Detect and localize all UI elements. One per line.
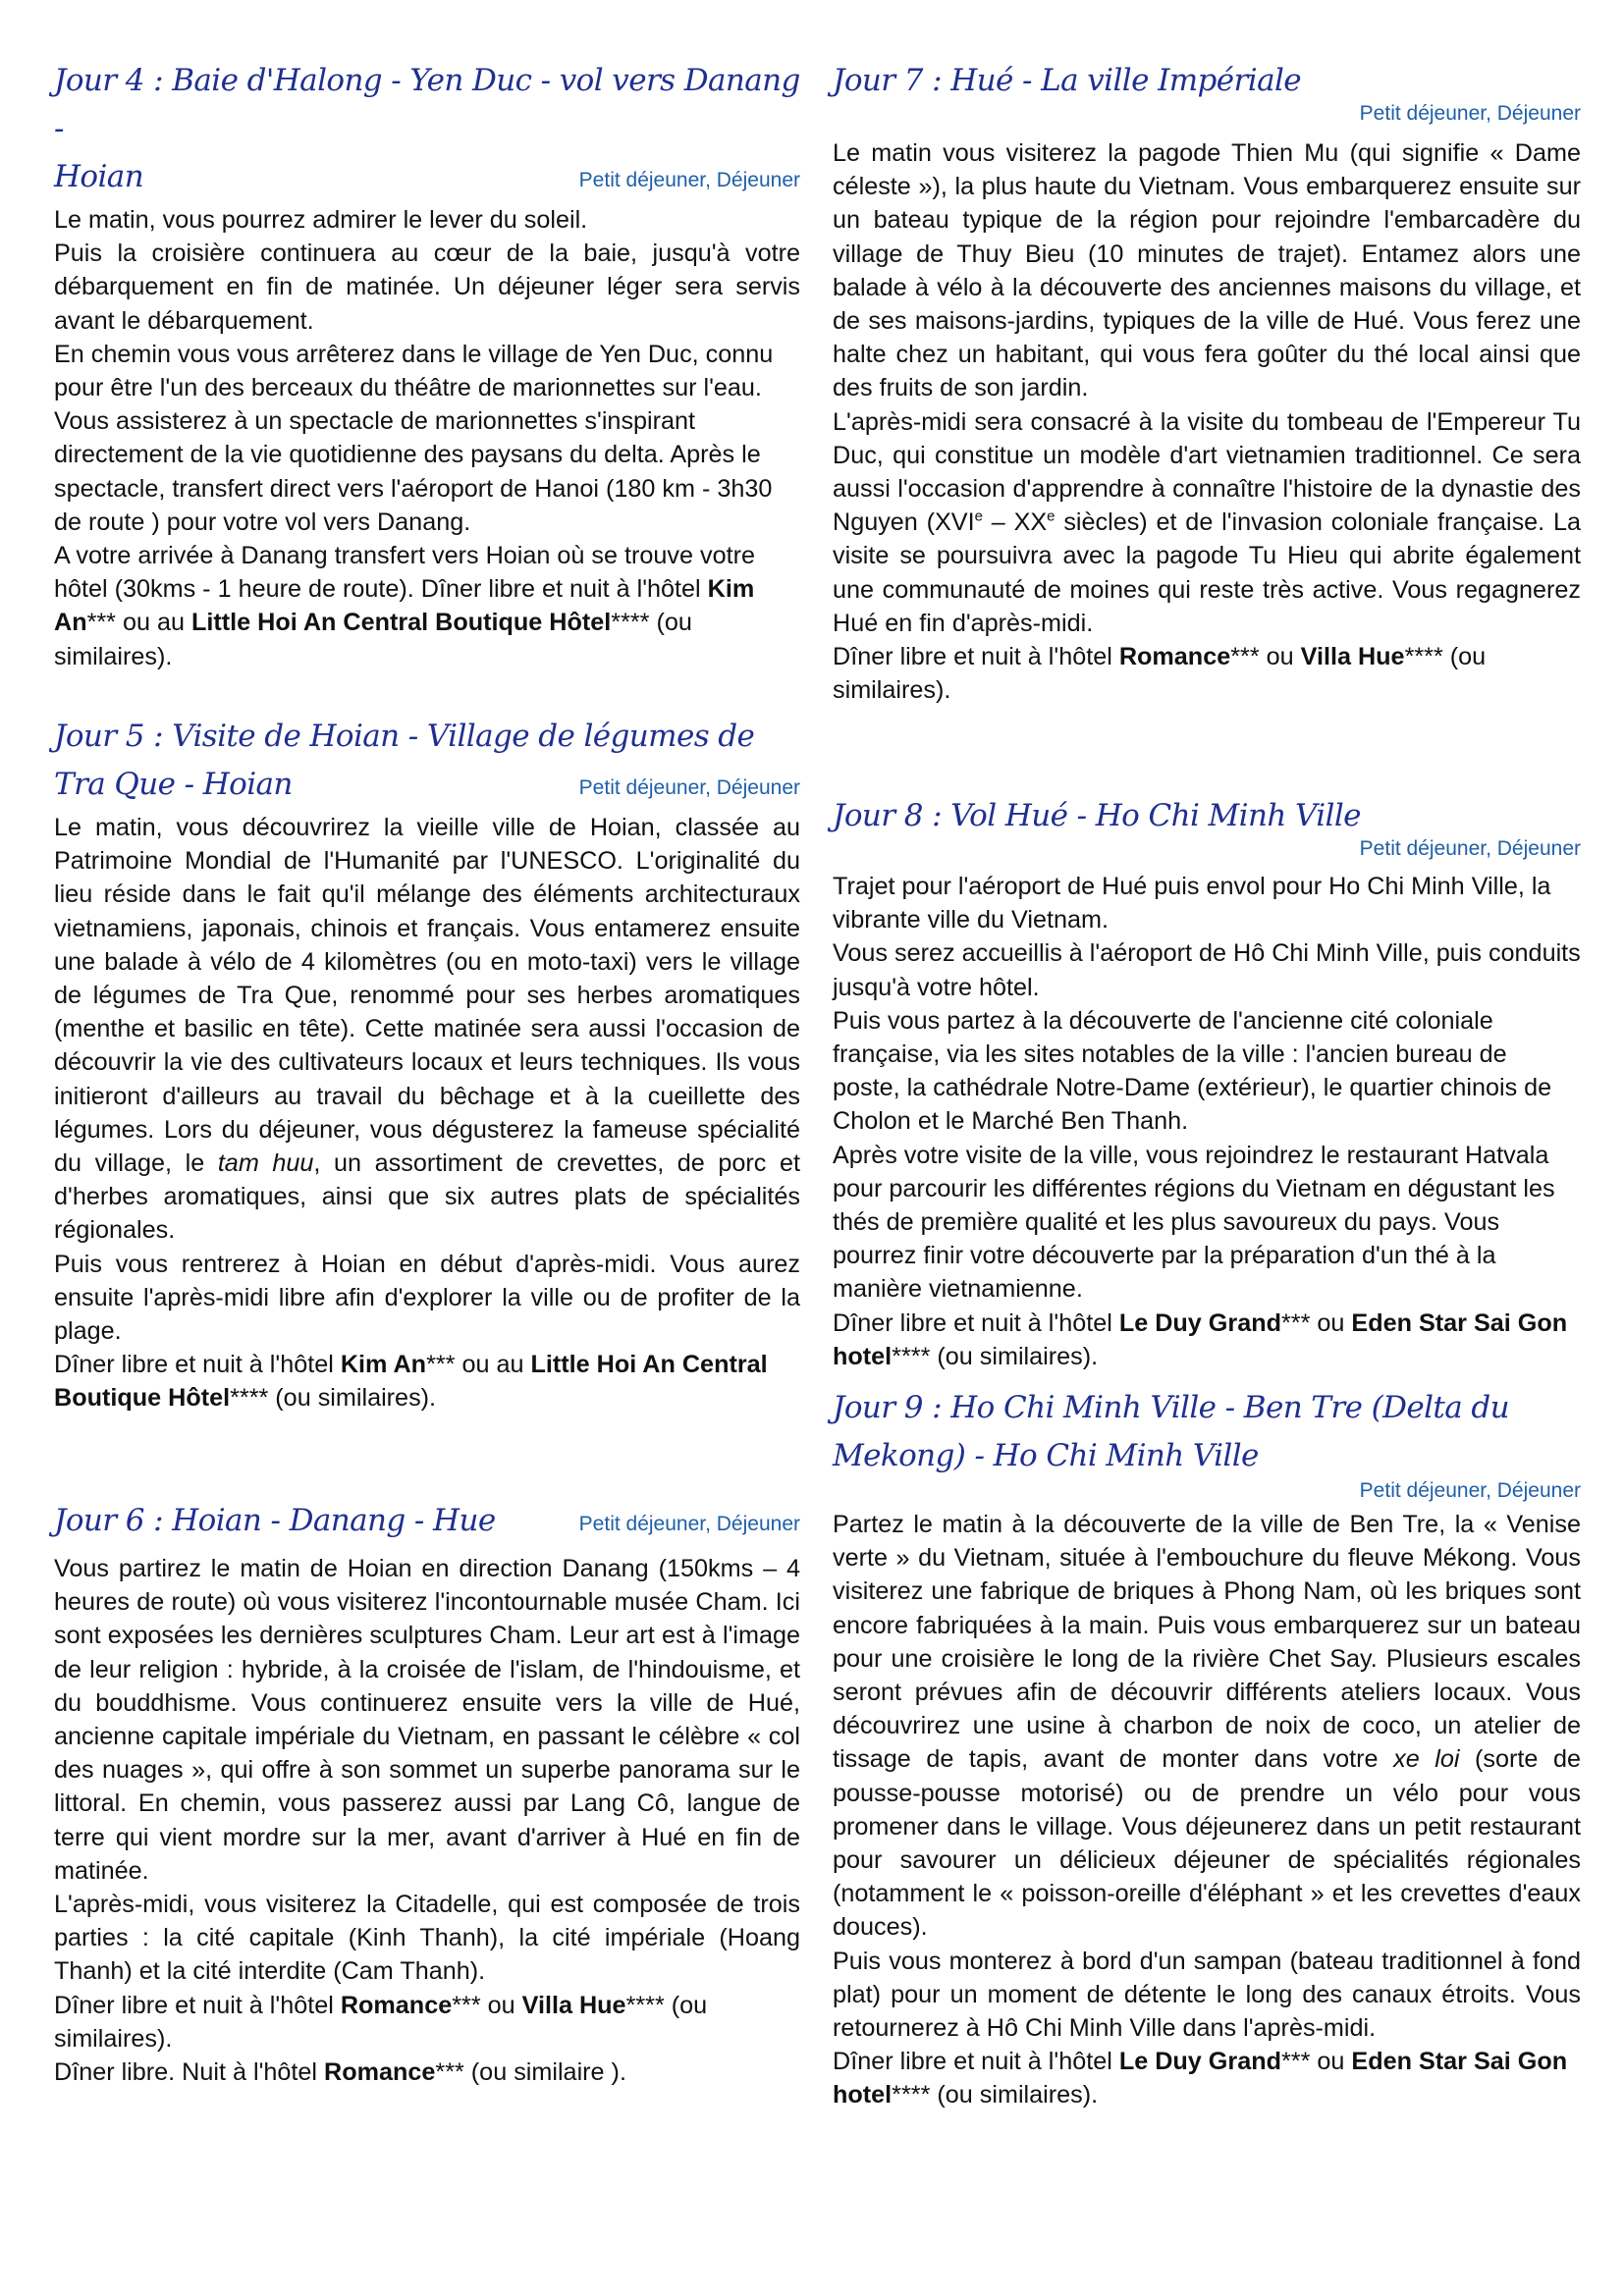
day-4-title xyxy=(54,57,800,153)
text-run: **** (ou similaires). xyxy=(892,2081,1099,2109)
text-run: (sorte de pousse-pousse motorisé) ou de prendre un vélo pour vous promener dans le village. Vous déjeunerez dans un petit restaurant pour savourer un délicieux déjeuner de spécialités régionales (notamment le « poisson-oreille d'éléphant » et les crevettes d'eaux douces). xyxy=(833,1745,1581,1942)
day-7-paragraph xyxy=(833,405,1581,640)
text-run: **** (ou similaires). xyxy=(54,609,692,670)
hotel-name: Romance xyxy=(324,2058,436,2087)
hotel-name: Eden Star Sai Gon hotel xyxy=(833,2048,1568,2109)
day-6-meals: Petit déjeuner, Déjeuner xyxy=(578,1513,800,1535)
day-5-section xyxy=(54,713,800,1415)
text-run: Partez le matin à la découverte de la ville de Ben Tre, la « Venise verte » du Vietnam, située à l'embouchure du fleuve Mékong. Vous visiterez une fabrique de briques à Phong Nam, où les briques sont encore fabriquées à la main. Puis vous embarquerez sur un bateau pour une croisière le long de la rivière Chet Say. Plusieurs escales seront prévues afin de découvrir différents ateliers locaux. Vous découvrirez une usine à charbon de noix de coco, un atelier de tissage de tapis, avant de monter dans votre xyxy=(833,1511,1581,1774)
day-5-title-line1: Jour 5 : Visite de Hoian - Village de légumes de xyxy=(54,719,755,754)
day-7-title: Jour 7 : Hué - La ville Impériale xyxy=(833,63,1302,98)
day-5-paragraph xyxy=(54,1348,800,1415)
text-run: Dîner libre et nuit à l'hôtel xyxy=(833,1308,1119,1337)
text-run: **** (ou similaires). xyxy=(54,1991,708,2053)
day-6-paragraph xyxy=(54,2056,800,2089)
day-4-paragraph: Le matin, vous pourrez admirer le lever du soleil. xyxy=(54,206,588,234)
day-8-paragraph: Puis vous partez à la découverte de l'ancienne cité coloniale française, via les sites notables de la ville : l'ancien bureau de poste, la cathédrale Notre-Dame (extérieur), le quartier chinois de Cholon et le Marché Ben Thanh. xyxy=(833,1006,1552,1136)
hotel-name: Romance xyxy=(1118,643,1231,671)
day-9-title-line1: Jour 9 : Ho Chi Minh Ville - Ben Tre (Delta du xyxy=(833,1390,1510,1425)
text-run: siècles) et de l'invasion coloniale française. La visite se poursuivra avec la pagode Tu Hieu qui abrite également une communauté de moines qui reste très active. Vous regagnerez Hué en fin d'après-midi. xyxy=(833,508,1581,637)
hotel-name: Le Duy Grand xyxy=(1118,1308,1281,1337)
day-4-paragraph xyxy=(54,539,800,673)
text-run: *** ou au xyxy=(86,609,192,637)
text-run: *** ou xyxy=(1280,1308,1352,1337)
text-run: Le matin, vous découvrirez la vieille ville de Hoian, classée au Patrimoine Mondial de l'Humanité par l'UNESCO. L'originalité du lieu réside dans le fait qu'il mélange des éléments architecturaux vietnamiens, japonais, chinois et français. Vous entamerez ensuite une balade à vélo de 4 kilomètres (ou en moto-taxi) vers le village de légumes de Tra Que, renommé pour ses herbes aromatiques (menthe et basilic en tête). Cette matinée sera aussi l'occasion de découvrir la vie des cultivateurs locaux et leurs techniques. Ils vous initieront d'ailleurs au travail du bêchage et à la cueillette des légumes. Lors du déjeuner, vous dégusterez la fameuse spécialité du village, le xyxy=(54,814,800,1178)
day-6-title: Jour 6 : Hoian - Danang - Hue xyxy=(54,1503,496,1538)
day-4-section xyxy=(54,57,800,673)
day-4-title-line2: Hoian xyxy=(54,159,144,194)
day-6-body xyxy=(54,1552,800,2089)
day-4-title-line1: Jour 4 : Baie d'Halong - Yen Duc - vol vers Danang - xyxy=(54,63,800,146)
text-run: Dîner libre et nuit à l'hôtel xyxy=(833,2048,1119,2076)
day-9-paragraph: Puis vous monterez à bord d'un sampan (bateau traditionnel à fond plat) pour un moment de détente le long des canaux étroits. Vous retournerez à Hô Chi Minh Ville dans l'après-midi. xyxy=(833,1947,1581,2043)
day-6-paragraph: Vous partirez le matin de Hoian en direction Danang (150kms – 4 heures de route) où vous visiterez l'incontournable musée Cham. Ici sont exposées les dernières sculptures Cham. Leur art est à l'image de leur religion : hybride, à la croisée de l'islam, de l'hindouisme, et du bouddhisme. Vous continuerez ensuite vers la ville de Hué, ancienne capitale impériale du Vietnam, en passant le célèbre « col des nuages », qui offre à son sommet un superbe panorama sur le littoral. En chemin, vous passerez aussi par Lang Cô, langue de terre qui vient mordre sur la mer, avant d'arriver à Hué en fin de matinée. xyxy=(54,1555,800,1885)
text-run: *** ou xyxy=(1230,643,1301,671)
hotel-name: Villa Hue xyxy=(521,1991,626,2019)
text-run: A votre arrivée à Danang transfert vers Hoian où se trouve votre hôtel (30kms - 1 heure de route). Dîner libre et nuit à l'hôtel xyxy=(54,542,756,604)
dish-name: tam huu xyxy=(217,1149,314,1178)
hotel-name: Little Hoi An Central Boutique Hôtel xyxy=(54,1351,768,1413)
text-run: , un assortiment de crevettes, de porc et d'herbes aromatiques, ainsi que six autres plats de spécialités régionales. xyxy=(54,1149,800,1245)
day-8-paragraph xyxy=(833,1307,1581,1373)
day-4-paragraph: En chemin vous vous arrêterez dans le village de Yen Duc, connu pour être l'un des berceaux du théâtre de marionnettes sur l'eau. Vous assisterez à un spectacle de marionnettes s'inspirant directement de la vie quotidienne des paysans du delta. Après le spectacle, transfert direct vers l'aéroport de Hanoi (180 km - 3h30 de route ) pour votre vol vers Danang. xyxy=(54,340,774,536)
text-run: L'après-midi sera consacré à la visite du tombeau de l'Empereur Tu Duc, qui constitue un modèle d'art vietnamien traditionnel. Ce sera aussi l'occasion d'apprendre à connaître l'histoire de la dynastie des Nguyen (XVI xyxy=(833,407,1581,537)
day-7-paragraph xyxy=(833,640,1581,707)
day-5-paragraph xyxy=(54,811,800,1248)
hotel-name: Villa Hue xyxy=(1300,643,1405,671)
superscript: e xyxy=(1047,507,1056,525)
day-6-section xyxy=(54,1497,800,2089)
text-run: **** (ou similaires). xyxy=(833,643,1487,705)
day-9-paragraph xyxy=(833,2045,1581,2111)
day-8-meals: Petit déjeuner, Déjeuner xyxy=(1359,837,1581,860)
day-5-body xyxy=(54,811,800,1415)
hotel-name: Kim An xyxy=(54,575,755,637)
text-run: Dîner libre et nuit à l'hôtel xyxy=(833,643,1119,671)
text-run: **** (ou similaires). xyxy=(230,1384,437,1413)
hotel-name: Kim An xyxy=(340,1351,427,1379)
day-9-meals: Petit déjeuner, Déjeuner xyxy=(1359,1479,1581,1502)
day-9-paragraph xyxy=(833,1508,1581,1945)
text-run: Dîner libre et nuit à l'hôtel xyxy=(54,1351,341,1379)
day-9-section xyxy=(833,1384,1581,2112)
day-6-paragraph xyxy=(54,1989,800,2056)
day-4-body xyxy=(54,203,800,673)
day-5-title-line2: Tra Que - Hoian xyxy=(54,767,293,802)
hotel-name: Little Hoi An Central Boutique Hôtel xyxy=(191,609,612,637)
text-run: *** ou xyxy=(1280,2048,1352,2076)
text-run: *** ou xyxy=(452,1991,522,2019)
day-6-paragraph: L'après-midi, vous visiterez la Citadelle, qui est composée de trois parties : la cité capitale (Kinh Thanh), la cité impériale (Hoang Thanh) et la cité interdite (Cam Thanh). xyxy=(54,1891,800,1986)
day-9-body xyxy=(833,1508,1581,2112)
day-8-paragraph: Après votre visite de la ville, vous rejoindrez le restaurant Hatvala pour parcourir les différentes régions du Vietnam en dégustant les thés de première qualité et les plus savoureux du pays. Vous pourrez finir votre découverte par la préparation d'un thé à la manière vietnamienne. xyxy=(833,1141,1555,1304)
day-8-body xyxy=(833,870,1581,1373)
text-run: **** (ou similaires). xyxy=(892,1342,1099,1370)
day-7-body xyxy=(833,136,1581,707)
text-run: *** (ou similaire ). xyxy=(435,2058,626,2087)
day-8-section xyxy=(833,792,1581,1373)
day-8-paragraph: Trajet pour l'aéroport de Hué puis envol pour Ho Chi Minh Ville, la vibrante ville du Vietnam. xyxy=(833,873,1551,934)
superscript: e xyxy=(974,507,983,525)
hotel-name: Le Duy Grand xyxy=(1118,2048,1281,2076)
day-5-meals: Petit déjeuner, Déjeuner xyxy=(578,776,800,799)
hotel-name: Eden Star Sai Gon hotel xyxy=(833,1308,1568,1370)
text-run: Dîner libre. Nuit à l'hôtel xyxy=(54,2058,324,2087)
day-7-meals: Petit déjeuner, Déjeuner xyxy=(1359,102,1581,125)
day-8-title: Jour 8 : Vol Hué - Ho Chi Minh Ville xyxy=(833,798,1361,833)
day-4-meals: Petit déjeuner, Déjeuner xyxy=(578,169,800,191)
text-run: *** ou au xyxy=(426,1351,531,1379)
day-4-paragraph: Puis la croisière continuera au cœur de la baie, jusqu'à votre débarquement en fin de matinée. Un déjeuner léger sera servis avant le débarquement. xyxy=(54,240,800,335)
text-run: – XX xyxy=(982,508,1048,537)
day-8-paragraph: Vous serez accueillis à l'aéroport de Hô Chi Minh Ville, puis conduits jusqu'à votre hôtel. xyxy=(833,939,1581,1001)
vehicle-name: xe loi xyxy=(1393,1745,1460,1774)
day-7-section xyxy=(833,57,1581,707)
text-run: Dîner libre et nuit à l'hôtel xyxy=(54,1991,341,2019)
day-7-paragraph: Le matin vous visiterez la pagode Thien Mu (qui signifie « Dame céleste »), la plus haute du Vietnam. Vous embarquerez ensuite sur un bateau typique de la région pour rejoindre l'embarcadère du village de Thuy Bieu (10 minutes de trajet). Entamez alors une balade à vélo à la découverte des anciennes maisons du village, et de ses maisons-jardins, typiques de la ville de Hué. Vous ferez une halte chez un habitant, qui vous fera goûter du thé local ainsi que des fruits de son jardin. xyxy=(833,139,1581,402)
day-5-paragraph: Puis vous rentrerez à Hoian en début d'après-midi. Vous aurez ensuite l'après-midi libre afin d'explorer la ville ou de profiter de la plage. xyxy=(54,1250,800,1346)
day-9-title-line2: Mekong) - Ho Chi Minh Ville xyxy=(833,1438,1259,1473)
hotel-name: Romance xyxy=(340,1991,453,2019)
